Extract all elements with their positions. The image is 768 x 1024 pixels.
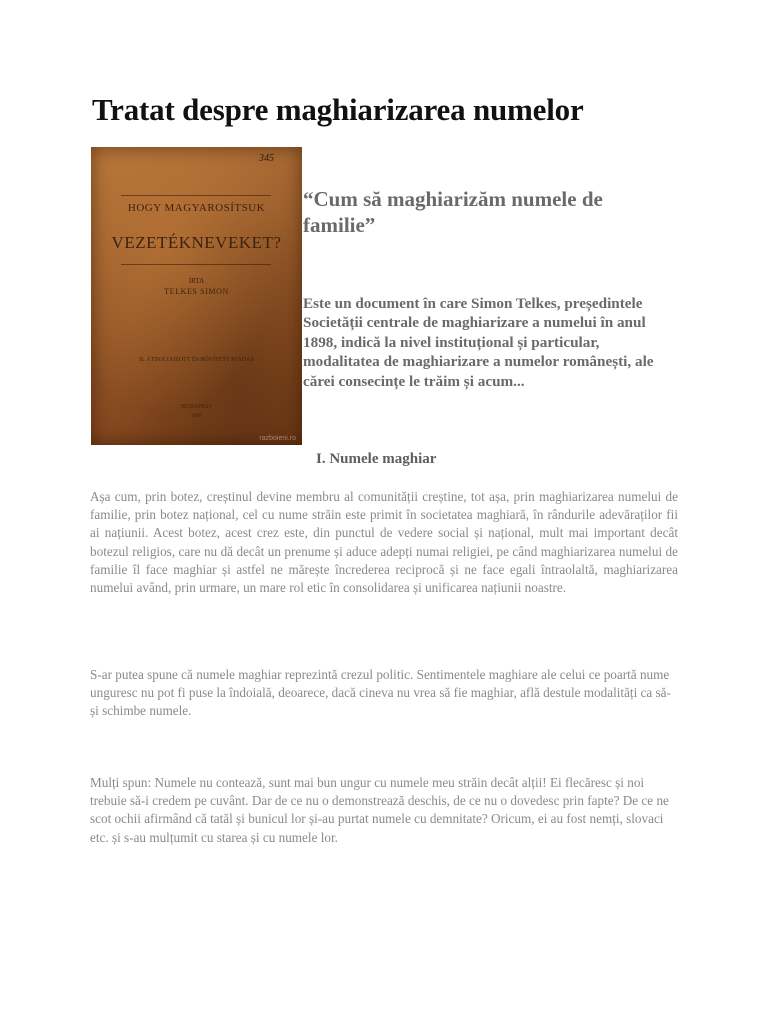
body-paragraph: Așa cum, prin botez, creștinul devine membru al comunității creștine, tot așa, prin maghiarizarea numelui de familie, prin botez național, cel cu nume străin este primit în societatea maghiară, în rândurile adevăraților fii ai națiunii. Acest botez, acest crez este, din punctul de vedere social și național, mult mai important decât botezul religios, care nu dă decât un prenume și aduce adepți numai religiei, pe când maghiarizarea numelui de familie îl face maghiar și astfel ne mărește încrederea reciprocă și ne face egali întraolaltă, maghiarizarea numelui având, prin urmare, un mare rol etic în consolidarea și unificarea națiunii noastre.: [90, 489, 678, 596]
body-paragraph: Mulți spun: Numele nu contează, sunt mai bun ungur cu numele meu străin decât alții! Ei flecăresc și noi trebuie să-i credem pe cuvânt. Dar de ce nu o demonstrează deschis, de ce nu o dovedesc prin fapte? De ce ne scot ochii afirmând că tatăl și bunicul lor și-au purtat numele cu demnitate? Oricum, ei au fost nemți, slovaci etc. și s-au mulțumit cu starea și cu numele lor.: [90, 775, 669, 845]
cover-rule: [121, 264, 271, 265]
cover-city: BUDAPEST: [180, 404, 212, 410]
cover-title-line-1: HOGY MAGYAROSÍTSUK: [127, 202, 266, 214]
page-title: Tratat despre maghiarizarea numelor: [92, 92, 584, 127]
cover-handwritten-number: 345: [259, 153, 274, 164]
section-heading: I. Numele maghiar: [316, 451, 437, 467]
document-subtitle: “Cum să maghiarizăm numele de familie”: [303, 187, 603, 237]
cover-watermark: razboieni.ro: [259, 435, 296, 442]
intro-paragraph: Este un document în care Simon Telkes, președintele Societății centrale de maghiarizare a numelui în anul 1898, indică la nivel instituțional și particular, modalitatea de maghiarizare a numelor românești, ale cărei consecințe le trăim și acum...: [303, 295, 654, 390]
cover-edition: II. ÁTDOLGOZOTT ÉS BŐVÍTETT KIADÁS: [139, 357, 254, 363]
body-paragraph: S-ar putea spune că numele maghiar reprezintă crezul politic. Sentimentele maghiare ale celui ce poartă nume unguresc nu pot fi puse la îndoială, deoarece, dacă cineva nu vrea să fie maghiar, află destule modalități ca să-și schimbe numele.: [90, 667, 671, 719]
cover-author: TELKES SIMON: [164, 287, 229, 296]
cover-rule: [121, 195, 271, 196]
cover-title-line-2: VEZETÉKNEVEKET?: [111, 233, 282, 252]
cover-byline: IRTA: [188, 277, 205, 285]
book-cover-image: [91, 147, 302, 445]
cover-year: 1898: [191, 414, 202, 419]
